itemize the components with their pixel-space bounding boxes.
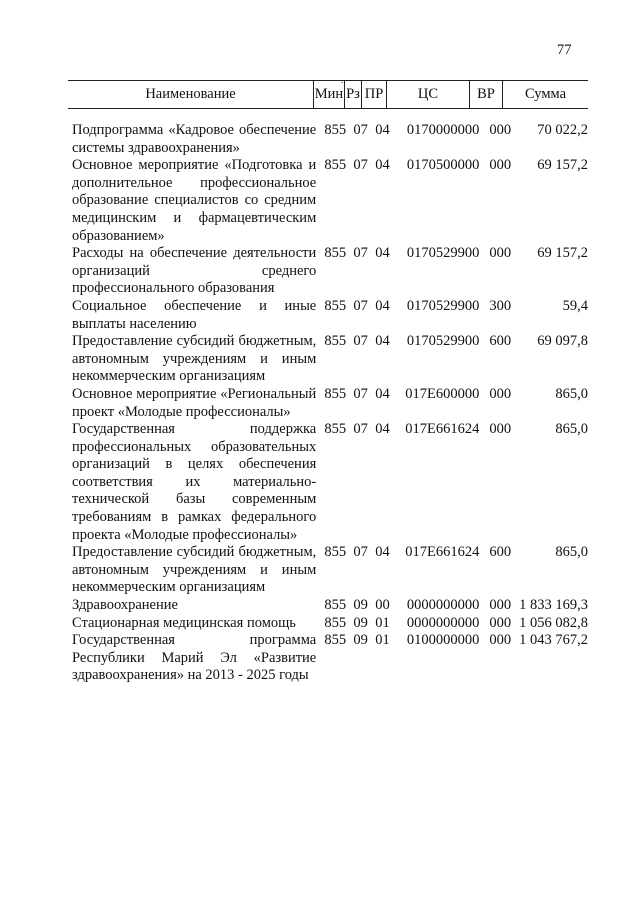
cell-sum: 59,4 [562, 297, 588, 314]
budget-table [68, 122, 588, 685]
cell-rz: 07 [353, 157, 368, 174]
table-row [68, 386, 588, 421]
cell-pr: 01 [375, 614, 390, 631]
cell-name: Государственная поддержка профессиональных образовательных организаций в целях обеспечения соответствия их материально-технической базы современным требованиям в рамках федерального проекта «Молодые профессионалы» [72, 421, 317, 543]
cell-cs: 0170529900 [406, 333, 480, 350]
cell-sum: 69 157,2 [537, 245, 588, 262]
cell-sum: 1 833 169,3 [519, 597, 588, 614]
cell-rz: 09 [353, 614, 368, 631]
header-cs: ЦС [387, 81, 470, 109]
cell-min: 855 [324, 157, 347, 174]
cell-name: Здравоохранение [72, 597, 178, 614]
table-row [68, 421, 588, 544]
cell-vr: 000 [489, 597, 512, 614]
cell-vr: 000 [489, 245, 512, 262]
cell-min: 855 [324, 544, 347, 561]
table-row [68, 333, 588, 386]
cell-min: 855 [324, 385, 347, 402]
cell-name: Социальное обеспечение и иные выплаты населению [72, 297, 317, 332]
header-sum: Сумма [503, 81, 589, 109]
cell-cs: 0100000000 [406, 632, 480, 649]
table-row [68, 544, 588, 597]
cell-name: Предоставление субсидий бюджетным, автономным учреждениям и иным некоммерческим организациям [72, 333, 317, 385]
table-row [68, 122, 588, 157]
cell-rz: 07 [353, 122, 368, 138]
table-row [68, 615, 588, 633]
cell-vr: 600 [489, 333, 512, 350]
cell-sum: 69 097,8 [537, 333, 588, 350]
header-row [68, 81, 588, 109]
cell-pr: 04 [375, 333, 390, 350]
table-header [68, 80, 588, 109]
cell-pr: 04 [375, 544, 390, 561]
cell-sum: 865,0 [555, 421, 588, 438]
cell-rz: 09 [353, 632, 368, 649]
table-row [68, 157, 588, 245]
cell-vr: 300 [489, 297, 512, 314]
cell-rz: 07 [353, 544, 368, 561]
cell-name: Стационарная медицинская помощь [72, 614, 296, 631]
table-row [68, 632, 588, 685]
cell-rz: 07 [353, 385, 368, 402]
header-name: Наименование [68, 81, 314, 109]
cell-pr: 04 [375, 297, 390, 314]
cell-min: 855 [324, 245, 347, 262]
cell-rz: 07 [353, 333, 368, 350]
cell-cs: 0170000000 [406, 122, 480, 138]
table-row [68, 597, 588, 615]
cell-sum: 69 157,2 [537, 157, 588, 174]
cell-name: Подпрограмма «Кадровое обеспечение системы здравоохранения» [72, 122, 317, 156]
header-vr: ВР [470, 81, 503, 109]
cell-cs: 0170529900 [406, 245, 480, 262]
cell-cs: 017Е600000 [405, 385, 480, 402]
cell-vr: 000 [489, 385, 512, 402]
cell-rz: 09 [353, 597, 368, 614]
cell-rz: 07 [353, 297, 368, 314]
cell-cs: 017Е661624 [405, 544, 480, 561]
cell-min: 855 [324, 614, 347, 631]
cell-sum: 865,0 [555, 385, 588, 402]
cell-sum: 1 043 767,2 [519, 632, 588, 649]
cell-vr: 000 [489, 157, 512, 174]
cell-vr: 600 [489, 544, 512, 561]
cell-pr: 04 [375, 421, 390, 438]
cell-pr: 01 [375, 632, 390, 649]
cell-cs: 017Е661624 [405, 421, 480, 438]
cell-vr: 000 [489, 122, 512, 138]
cell-rz: 07 [353, 245, 368, 262]
cell-pr: 00 [375, 597, 390, 614]
table-row [68, 298, 588, 333]
cell-min: 855 [324, 632, 347, 649]
cell-min: 855 [324, 122, 347, 138]
cell-min: 855 [324, 597, 347, 614]
cell-min: 855 [324, 297, 347, 314]
cell-name: Основное мероприятие «Региональный проект «Молодые профессионалы» [72, 385, 317, 420]
cell-min: 855 [324, 421, 347, 438]
cell-rz: 07 [353, 421, 368, 438]
header-min: Мин [314, 81, 345, 109]
cell-name: Предоставление субсидий бюджетным, автономным учреждениям и иным некоммерческим организациям [72, 544, 317, 596]
cell-sum: 70 022,2 [537, 122, 588, 138]
table-row [68, 245, 588, 298]
cell-name: Государственная программа Республики Марий Эл «Развитие здравоохранения» на 2013 - 2025 годы [72, 632, 317, 684]
cell-cs: 0000000000 [406, 614, 480, 631]
cell-vr: 000 [489, 632, 512, 649]
cell-vr: 000 [489, 614, 512, 631]
cell-pr: 04 [375, 157, 390, 174]
cell-cs: 0170529900 [406, 297, 480, 314]
cell-pr: 04 [375, 385, 390, 402]
cell-pr: 04 [375, 245, 390, 262]
cell-name: Основное мероприятие «Подготовка и дополнительное профессиональное образование специалистов со средним медицинским и фармацевтическим образованием» [72, 157, 317, 244]
cell-cs: 0000000000 [406, 597, 480, 614]
cell-cs: 0170500000 [406, 157, 480, 174]
cell-vr: 000 [489, 421, 512, 438]
cell-min: 855 [324, 333, 347, 350]
scan-mark: . [341, 75, 344, 85]
header-pr: ПР [362, 81, 387, 109]
cell-sum: 865,0 [555, 544, 588, 561]
cell-sum: 1 056 082,8 [519, 614, 588, 631]
cell-name: Расходы на обеспечение деятельности организаций среднего профессионального образования [72, 245, 317, 297]
page-number: 77 [557, 42, 572, 58]
header-rz: Рз [345, 81, 362, 109]
cell-pr: 04 [375, 122, 390, 138]
